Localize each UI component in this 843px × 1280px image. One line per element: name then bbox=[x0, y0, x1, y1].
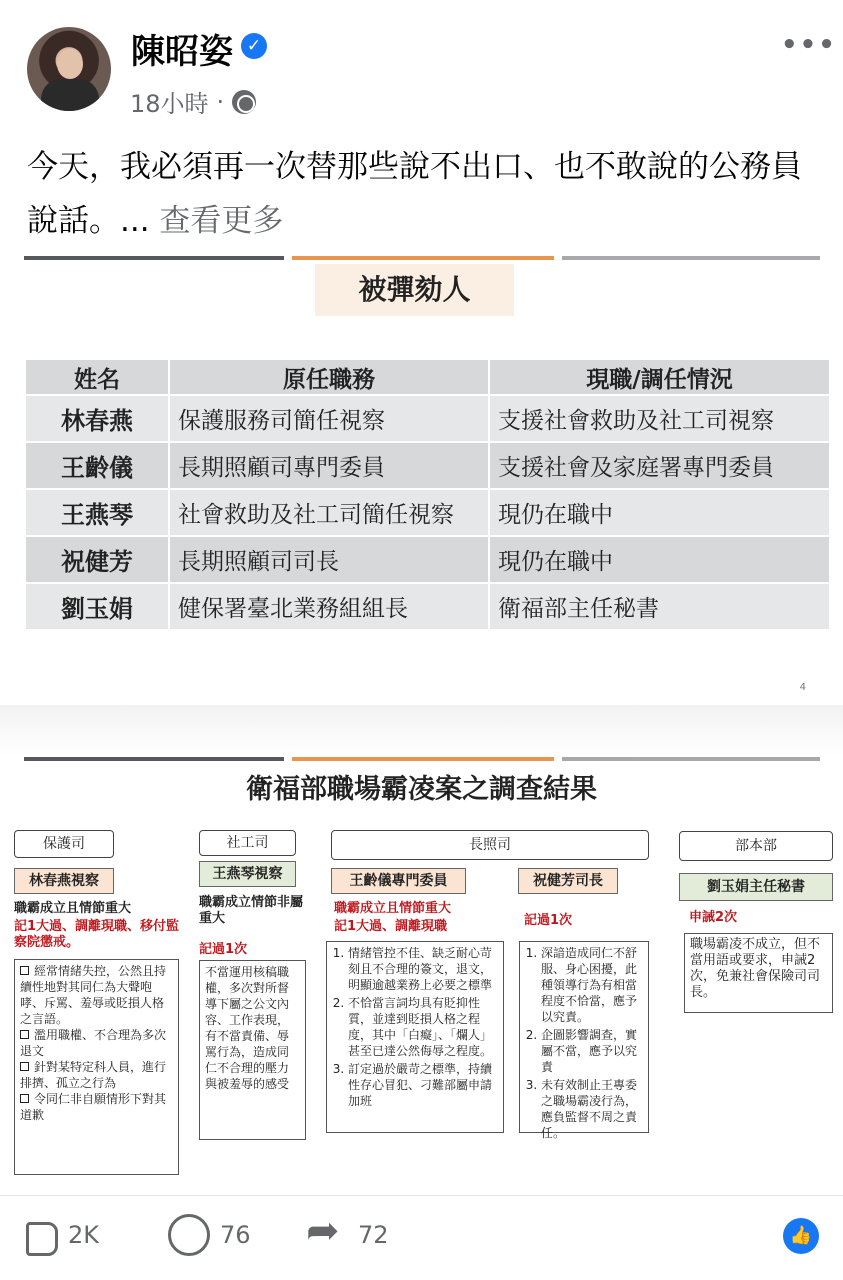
finding-item: 1. 情緒管控不佳、缺乏耐心苛刻且不合理的簽文，退文，明顯逾越業務上必要之標準 bbox=[348, 945, 498, 993]
cell-name: 林春燕 bbox=[25, 395, 169, 442]
cell-current-status: 支援社會救助及社工司視察 bbox=[489, 395, 830, 442]
author-avatar[interactable] bbox=[27, 27, 111, 111]
avatar-face bbox=[57, 49, 83, 79]
column-header-current-status: 現職/調任情況 bbox=[489, 359, 830, 395]
column-header-original-post: 原任職務 bbox=[169, 359, 489, 395]
dept-social-work: 社工司 bbox=[199, 830, 296, 856]
person-zhu: 祝健芳司長 bbox=[518, 868, 618, 894]
slide-accent-bar-light bbox=[562, 757, 820, 761]
person-lin: 林春燕視察 bbox=[14, 868, 114, 894]
share-icon bbox=[306, 1214, 348, 1256]
cell-original-post: 健保署臺北業務組組長 bbox=[169, 583, 489, 630]
findings-liu: 職場霸凌不成立，但不當用語或要求，申誡2次，免兼社會保險司司長。 bbox=[684, 933, 833, 1013]
comment-count: 76 bbox=[220, 1221, 251, 1249]
more-options-icon[interactable]: ••• bbox=[781, 30, 837, 60]
slide-title: 被彈劾人 bbox=[315, 264, 514, 316]
cell-original-post: 保護服務司簡任視察 bbox=[169, 395, 489, 442]
penalty-zhu: 記過1次 bbox=[524, 913, 573, 928]
slide-accent-bar-light bbox=[562, 256, 820, 260]
finding-item: 1. 深諳造成同仁不舒服、身心困擾，此種領導行為有相當程度不恰當，應予以究責。 bbox=[541, 945, 643, 1025]
findings-wang-ly bbox=[326, 941, 504, 1133]
cell-name: 王齡儀 bbox=[25, 442, 169, 489]
findings-wang-yq: 不當運用核稿職權，多次對所督導下屬之公文內容、工作表現，有不當責備、辱罵行為，造成同仁不合理的壓力與被羞辱的感受 bbox=[199, 960, 306, 1140]
table-header-row bbox=[25, 359, 830, 395]
slide-impeached-persons[interactable] bbox=[0, 250, 843, 705]
penalty-wang-ly: 記1大過、調離現職 bbox=[334, 919, 448, 934]
share-count: 72 bbox=[358, 1221, 389, 1249]
slide-accent-bar-grey bbox=[24, 256, 284, 260]
finding-item: 3. 未有效制止王專委之職場霸凌行為，應負監督不周之責任。 bbox=[541, 1077, 643, 1141]
slide-accent-bar-orange bbox=[292, 757, 554, 761]
table-row bbox=[25, 395, 830, 442]
checkbox-icon bbox=[20, 1094, 29, 1103]
comment-icon bbox=[168, 1214, 210, 1256]
findings-zhu bbox=[519, 941, 649, 1140]
meta-separator: · bbox=[216, 87, 225, 116]
finding-item: 2. 企圖影響調查，實屬不當，應予以究責 bbox=[541, 1027, 643, 1075]
impeached-table bbox=[24, 358, 831, 631]
cell-current-status: 現仍在職中 bbox=[489, 536, 830, 583]
verdict-lin: 職霸成立且情節重大 bbox=[14, 901, 132, 916]
cell-original-post: 社會救助及社工司簡任視察 bbox=[169, 489, 489, 536]
checkbox-icon bbox=[20, 966, 29, 975]
checkbox-icon bbox=[20, 1062, 29, 1071]
finding-item: 令同仁非自願情形下對其道歉 bbox=[20, 1092, 167, 1122]
slide-investigation-results[interactable] bbox=[0, 755, 843, 1195]
post-meta bbox=[130, 84, 256, 119]
slide-accent-bar-orange bbox=[292, 256, 554, 260]
see-more-link[interactable]: 查看更多 bbox=[159, 203, 284, 239]
share-button[interactable] bbox=[306, 1214, 389, 1256]
cell-original-post: 長期照顧司專門委員 bbox=[169, 442, 489, 489]
slide-accent-bar-grey bbox=[24, 757, 284, 761]
table-row bbox=[25, 536, 830, 583]
cell-original-post: 長期照顧司司長 bbox=[169, 536, 489, 583]
cell-current-status: 支援社會及家庭署專門委員 bbox=[489, 442, 830, 489]
dept-ministry: 部本部 bbox=[679, 831, 833, 861]
column-header-name: 姓名 bbox=[25, 359, 169, 395]
person-liu: 劉玉娟主任秘書 bbox=[679, 873, 833, 901]
table-row bbox=[25, 583, 830, 630]
cell-name: 祝健芳 bbox=[25, 536, 169, 583]
thumbs-up-icon bbox=[26, 1222, 58, 1256]
penalty-wang-yq: 記過1次 bbox=[199, 942, 248, 957]
person-wang-ly: 王齡儀專門委員 bbox=[331, 868, 466, 894]
checkbox-icon bbox=[20, 1030, 29, 1039]
avatar-body bbox=[41, 79, 99, 111]
comment-button[interactable] bbox=[168, 1214, 251, 1256]
findings-lin bbox=[14, 959, 179, 1175]
verified-badge-icon: ✓ bbox=[241, 33, 267, 59]
like-button[interactable] bbox=[26, 1214, 99, 1256]
like-reaction-icon[interactable]: 👍 bbox=[783, 1218, 819, 1254]
cell-current-status: 衛福部主任秘書 bbox=[489, 583, 830, 630]
dept-long-term-care: 長照司 bbox=[331, 830, 649, 860]
table-row bbox=[25, 442, 830, 489]
cell-name: 劉玉娟 bbox=[25, 583, 169, 630]
penalty-lin: 記1大過、調離現職、移付監察院懲戒。 bbox=[14, 919, 180, 950]
finding-item: 濫用職權、不合理為多次退文 bbox=[20, 1028, 167, 1058]
verdict-wang-yq: 職霸成立情節非屬重大 bbox=[199, 895, 304, 926]
slide-page-number: 4 bbox=[799, 682, 806, 693]
author-name[interactable]: 陳昭姿 bbox=[131, 32, 233, 72]
slide-title: 衛福部職場霸凌案之調查結果 bbox=[246, 774, 597, 805]
image-divider bbox=[0, 705, 843, 755]
verdict-wang-ly: 職霸成立且情節重大 bbox=[334, 901, 452, 916]
post-body: 今天，我必須再一次替那些說不出口、也不敢說的公務員說話。... bbox=[27, 149, 802, 239]
finding-item: 針對某特定科人員，進行排擠、孤立之行為 bbox=[20, 1060, 167, 1090]
dept-protection: 保護司 bbox=[14, 830, 114, 858]
finding-item: 經常情緒失控，公然且持續性地對其同仁為大聲咆哮、斥罵、羞辱或貶損人格之言語。 bbox=[20, 964, 167, 1026]
finding-item: 3. 訂定過於嚴苛之標準，持續性存心冒犯、刁難部屬申請加班 bbox=[348, 1061, 498, 1109]
like-count: 2K bbox=[68, 1221, 100, 1249]
post-action-bar bbox=[0, 1195, 843, 1280]
person-wang-yq: 王燕琴視察 bbox=[199, 861, 296, 887]
globe-icon bbox=[232, 90, 256, 114]
post-text bbox=[27, 140, 817, 248]
penalty-liu: 申誡2次 bbox=[689, 910, 738, 925]
post-header bbox=[0, 0, 843, 130]
cell-current-status: 現仍在職中 bbox=[489, 489, 830, 536]
finding-item: 2. 不恰當言詞均具有貶抑性質，並達到貶損人格之程度，其中「白癡」、「爛人」甚至已達公然侮辱之程度。 bbox=[348, 995, 498, 1059]
cell-name: 王燕琴 bbox=[25, 489, 169, 536]
table-row bbox=[25, 489, 830, 536]
post-timestamp[interactable]: 18小時 bbox=[130, 90, 209, 118]
